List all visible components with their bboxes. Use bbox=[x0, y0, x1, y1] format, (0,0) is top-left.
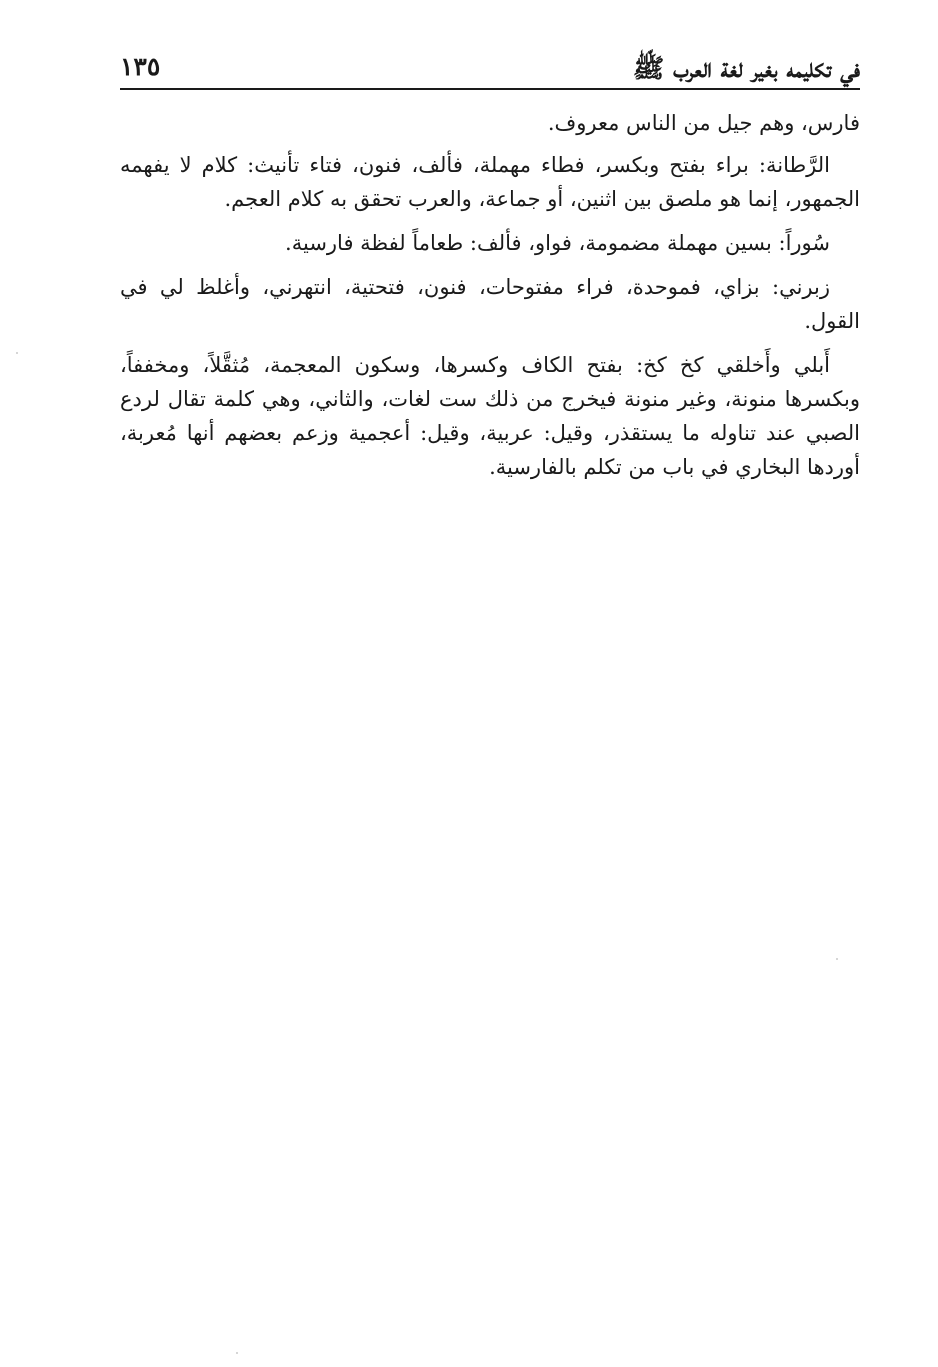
scan-speck bbox=[16, 352, 18, 354]
paragraph-sura: سُوراً: بسين مهملة مضمومة، فواو، فألف: طعاماً لفظة فارسية. bbox=[285, 231, 830, 255]
body-text bbox=[120, 106, 860, 494]
running-title: في تكليمه بغير لغة العرب ﷺ bbox=[632, 54, 860, 84]
paragraph-kikh: أَبلي وأَخلقي كخ كخ: بفتح الكاف وكسرها، وسكون المعجمة، مُثقَّلاً، ومخففاً، وبكسرها منونة، وغير منونة فيخرج من ذلك ست لغات، والثاني، وهي كلمة تقال لردع الصبي عند تناوله ما يستقذر، وقيل: عربية، وقيل: أعجمية وزعم بعضهم أنها مُعربة، أوردها البخاري في باب من تكلم بالفارسية. bbox=[120, 353, 860, 479]
paragraph-ratana: الرَّطانة: براء بفتح وبكسر، فطاء مهملة، فألف، فنون، فتاء تأنيث: كلام لا يفهمه الجمهور، إنما هو ملصق بين اثنين، أو جماعة، والعرب تحقق به كلام العجم. bbox=[120, 153, 860, 211]
scan-speck bbox=[836, 958, 838, 960]
paragraph-zabarani: زبرني: بزاي، فموحدة، فراء مفتوحات، فنون، فتحتية، انتهرني، وأغلظ لي في القول. bbox=[120, 275, 860, 333]
page-number: ١٣٥ bbox=[120, 52, 161, 81]
scan-speck bbox=[236, 1352, 238, 1354]
paragraph-continuation: فارس، وهم جيل من الناس معروف. bbox=[547, 111, 860, 135]
header-rule bbox=[120, 88, 860, 90]
page-header bbox=[120, 46, 860, 90]
